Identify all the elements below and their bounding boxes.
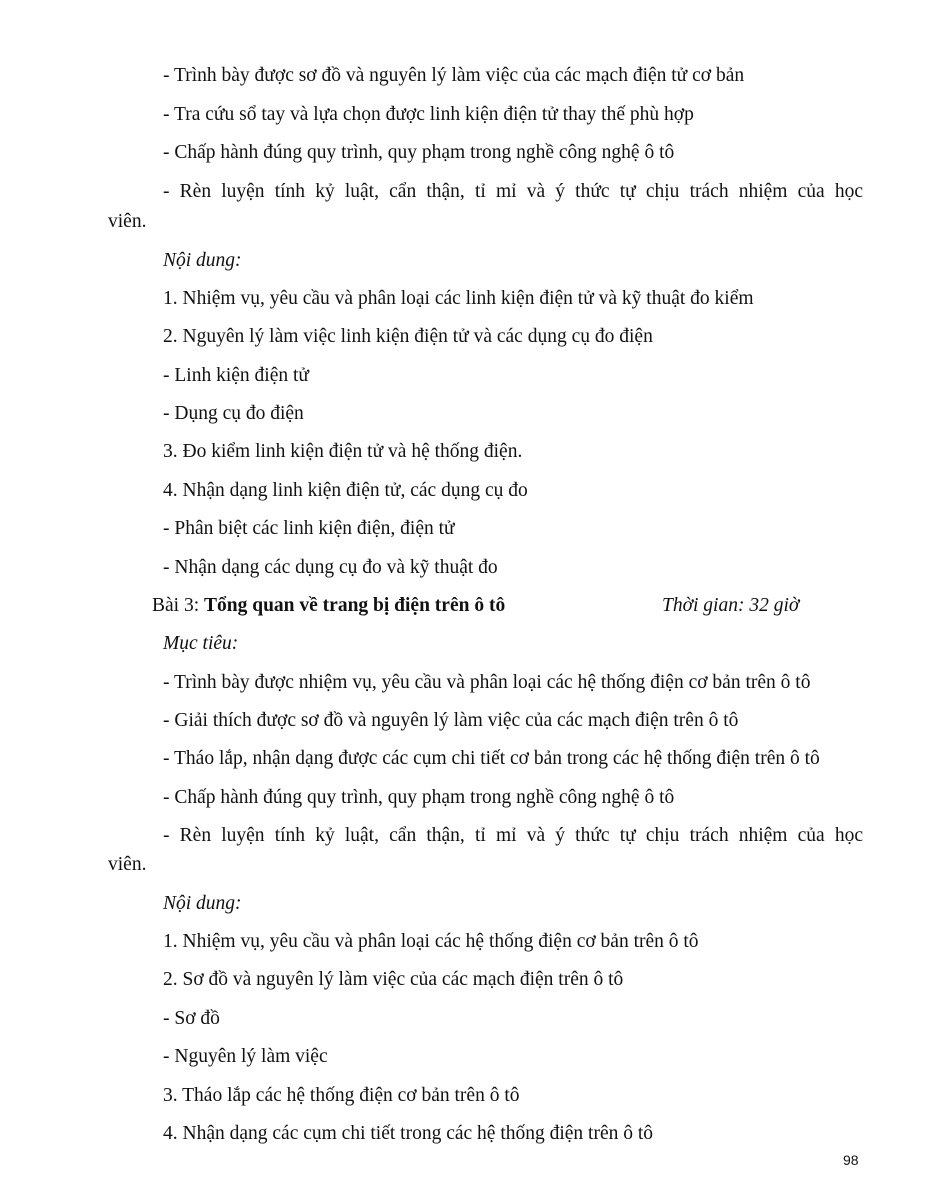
content-item: - Dụng cụ đo điện [163,403,304,424]
content-item: 4. Nhận dạng linh kiện điện tử, các dụng cụ đo [163,480,528,501]
content-item: 2. Sơ đồ và nguyên lý làm việc của các mạch điện trên ô tô [163,969,624,990]
page-number: 98 [843,1152,859,1168]
content-item: - Nguyên lý làm việc [163,1046,328,1067]
lesson-title: Tổng quan về trang bị điện trên ô tô [204,595,506,616]
content-item: - Nhận dạng các dụng cụ đo và kỹ thuật đo [163,557,498,578]
objective-line-continuation: viên. [108,211,147,232]
objective-line: - Tra cứu sổ tay và lựa chọn được linh kiện điện tử thay thế phù hợp [163,104,694,125]
content-item: 4. Nhận dạng các cụm chi tiết trong các hệ thống điện trên ô tô [163,1123,654,1144]
objectives-heading: Mục tiêu: [163,633,239,654]
content-item: 3. Tháo lắp các hệ thống điện cơ bản trên ô tô [163,1085,520,1106]
content-heading: Nội dung: [163,250,242,271]
objective-line: - Chấp hành đúng quy trình, quy phạm trong nghề công nghệ ô tô [163,787,675,808]
objective-line: - Rèn luyện tính kỷ luật, cẩn thận, tỉ mỉ và ý thức tự chịu trách nhiệm của học [163,181,863,202]
content-heading: Nội dung: [163,893,242,914]
content-item: 3. Đo kiểm linh kiện điện tử và hệ thống điện. [163,441,523,462]
lesson-prefix: Bài 3: [152,595,204,616]
lesson-heading [0,594,927,618]
objective-line: - Rèn luyện tính kỷ luật, cẩn thận, tỉ mỉ và ý thức tự chịu trách nhiệm của học [163,825,863,846]
objective-line: - Chấp hành đúng quy trình, quy phạm trong nghề công nghệ ô tô [163,142,675,163]
objective-line: - Trình bày được sơ đồ và nguyên lý làm việc của các mạch điện tử cơ bản [163,65,745,86]
objective-line: - Giải thích được sơ đồ và nguyên lý làm việc của các mạch điện trên ô tô [163,710,739,731]
content-item: - Phân biệt các linh kiện điện, điện tử [163,518,455,539]
objective-line-continuation: viên. [108,854,147,875]
objective-line: - Tháo lắp, nhận dạng được các cụm chi tiết cơ bản trong các hệ thống điện trên ô tô [163,748,820,769]
content-item: 1. Nhiệm vụ, yêu cầu và phân loại các hệ thống điện cơ bản trên ô tô [163,931,699,952]
lesson-duration: Thời gian: 32 giờ [662,595,800,616]
content-item: - Sơ đồ [163,1008,220,1029]
content-item: - Linh kiện điện tử [163,365,309,386]
content-item: 1. Nhiệm vụ, yêu cầu và phân loại các linh kiện điện tử và kỹ thuật đo kiểm [163,288,754,309]
objective-line: - Trình bày được nhiệm vụ, yêu cầu và phân loại các hệ thống điện cơ bản trên ô tô [163,672,811,693]
content-item: 2. Nguyên lý làm việc linh kiện điện tử và các dụng cụ đo điện [163,326,653,347]
